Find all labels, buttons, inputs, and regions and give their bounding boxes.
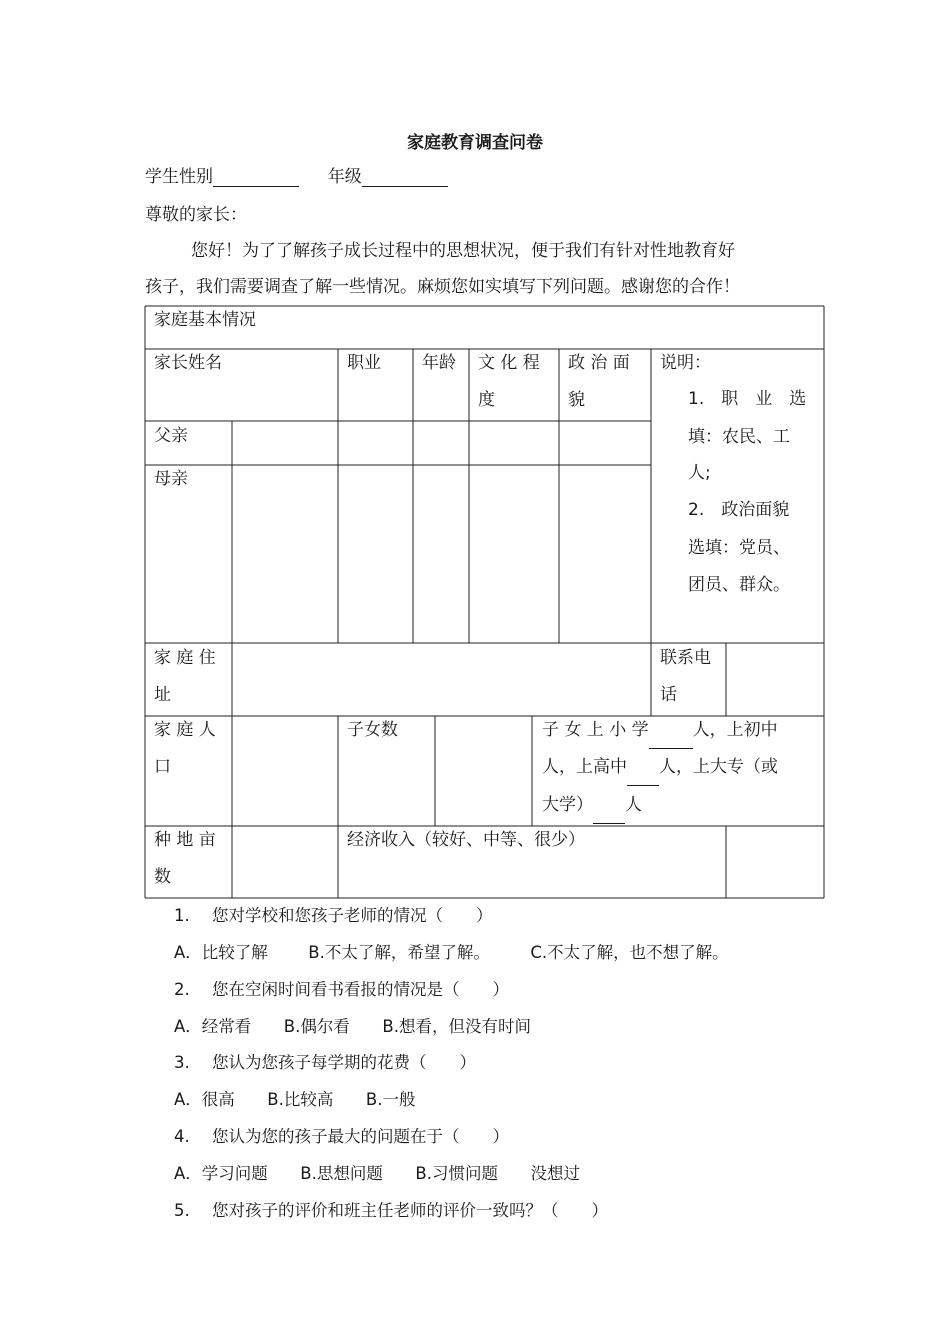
question-4-options — [174, 1160, 580, 1184]
question-number: 5. — [174, 1201, 190, 1220]
question-number: 4. — [174, 1127, 190, 1146]
farmland-label-line1: 种 地 亩 — [154, 830, 216, 850]
col-education-line2: 度 — [478, 390, 495, 410]
children-edu-line1 — [542, 712, 778, 749]
option-b[interactable]: B.不太了解，希望了解。 — [308, 943, 490, 962]
note-1-line3: 人; — [688, 463, 711, 483]
option-b[interactable]: B.比较高 — [267, 1090, 334, 1109]
population-label-line1: 家 庭 人 — [154, 720, 216, 740]
note-2-line1: 2. 政治面貌 — [688, 500, 790, 520]
col-age: 年龄 — [422, 353, 456, 373]
greeting: 尊敬的家长： — [145, 205, 247, 225]
farmland-label-line2: 数 — [154, 867, 171, 887]
row-mother-label: 母亲 — [154, 469, 188, 489]
intro-line-2: 孩子，我们需要调查了解一些情况。麻烦您如实填写下列问题。感谢您的合作！ — [145, 277, 740, 297]
question-1 — [174, 902, 493, 926]
children-edu-primary: 子 女 上 小 学 — [542, 720, 649, 740]
col-politics-line2: 貌 — [568, 390, 585, 410]
note-1-line2: 填：农民、工 — [688, 427, 790, 447]
col-parent-name: 家长姓名 — [154, 353, 222, 373]
grade-label: 年级 — [327, 167, 362, 187]
phone-label-line2: 话 — [660, 685, 677, 705]
address-label-line1: 家 庭 住 — [154, 648, 216, 668]
option-c[interactable]: B.一般 — [365, 1090, 416, 1109]
option-d[interactable]: 没想过 — [530, 1164, 580, 1183]
table-section-title: 家庭基本情况 — [154, 310, 256, 330]
option-b[interactable]: B.偶尔看 — [283, 1017, 350, 1036]
question-2 — [174, 976, 509, 1000]
row-father-label: 父亲 — [154, 426, 188, 446]
children-edu-unit: 人 — [625, 795, 642, 815]
address-label-line2: 址 — [154, 685, 171, 705]
gender-label: 学生性别 — [145, 167, 213, 187]
col-education-line1: 文 化 程 — [478, 353, 540, 373]
option-a[interactable]: A．比较了解 — [174, 943, 268, 962]
option-a[interactable]: A．经常看 — [174, 1017, 252, 1036]
question-5 — [174, 1197, 608, 1221]
option-c[interactable]: C.不太了解，也不想了解。 — [530, 943, 729, 962]
university-count-blank[interactable] — [593, 807, 625, 824]
primary-count-blank[interactable] — [649, 732, 693, 749]
question-text: 您认为您的孩子最大的问题在于（ ） — [212, 1127, 509, 1146]
option-a[interactable]: A．学习问题 — [174, 1164, 268, 1183]
children-edu-university: 大学） — [542, 795, 593, 815]
children-edu-line2 — [542, 749, 778, 786]
document-title: 家庭教育调查问卷 — [407, 133, 543, 153]
option-b[interactable]: B.思想问题 — [300, 1164, 383, 1183]
children-edu-junior: 人，上初中 — [692, 720, 778, 740]
question-text: 您对学校和您孩子老师的情况（ ） — [212, 906, 493, 925]
children-count-label: 子女数 — [347, 720, 398, 740]
question-number: 2. — [174, 980, 190, 999]
question-4 — [174, 1123, 509, 1147]
col-job: 职业 — [347, 353, 381, 373]
option-c[interactable]: B.想看，但没有时间 — [382, 1017, 531, 1036]
question-3 — [174, 1049, 476, 1073]
question-3-options — [174, 1086, 415, 1110]
intro-line-1: 您好！为了了解孩子成长过程中的思想状况，便于我们有针对性地教育好 — [191, 241, 735, 261]
phone-label-line1: 联系电 — [660, 648, 711, 668]
senior-count-blank[interactable] — [627, 769, 659, 786]
income-label: 经济收入（较好、中等、很少） — [347, 830, 585, 850]
question-number: 1. — [174, 906, 190, 925]
note-title: 说明： — [660, 353, 711, 373]
question-text: 您在空闲时间看书看报的情况是（ ） — [212, 980, 509, 999]
children-edu-line3 — [542, 787, 642, 824]
children-edu-senior: 人，上高中 — [542, 757, 627, 777]
population-label-line2: 口 — [154, 757, 171, 777]
col-politics-line1: 政 治 面 — [568, 353, 630, 373]
children-edu-college: 人，上大专（或 — [659, 757, 778, 777]
option-c[interactable]: B.习惯问题 — [415, 1164, 498, 1183]
option-a[interactable]: A．很高 — [174, 1090, 235, 1109]
note-2-line2: 选填：党员、 — [688, 538, 790, 558]
question-text: 您认为您孩子每学期的花费（ ） — [212, 1053, 476, 1072]
note-1-line1: 1. 职 业 选 — [688, 389, 807, 409]
question-number: 3. — [174, 1053, 190, 1072]
question-1-options — [174, 939, 729, 963]
note-2-line3: 团员、群众。 — [688, 575, 790, 595]
question-text: 您对孩子的评价和班主任老师的评价一致吗？（ ） — [212, 1201, 608, 1220]
question-2-options — [174, 1013, 531, 1037]
